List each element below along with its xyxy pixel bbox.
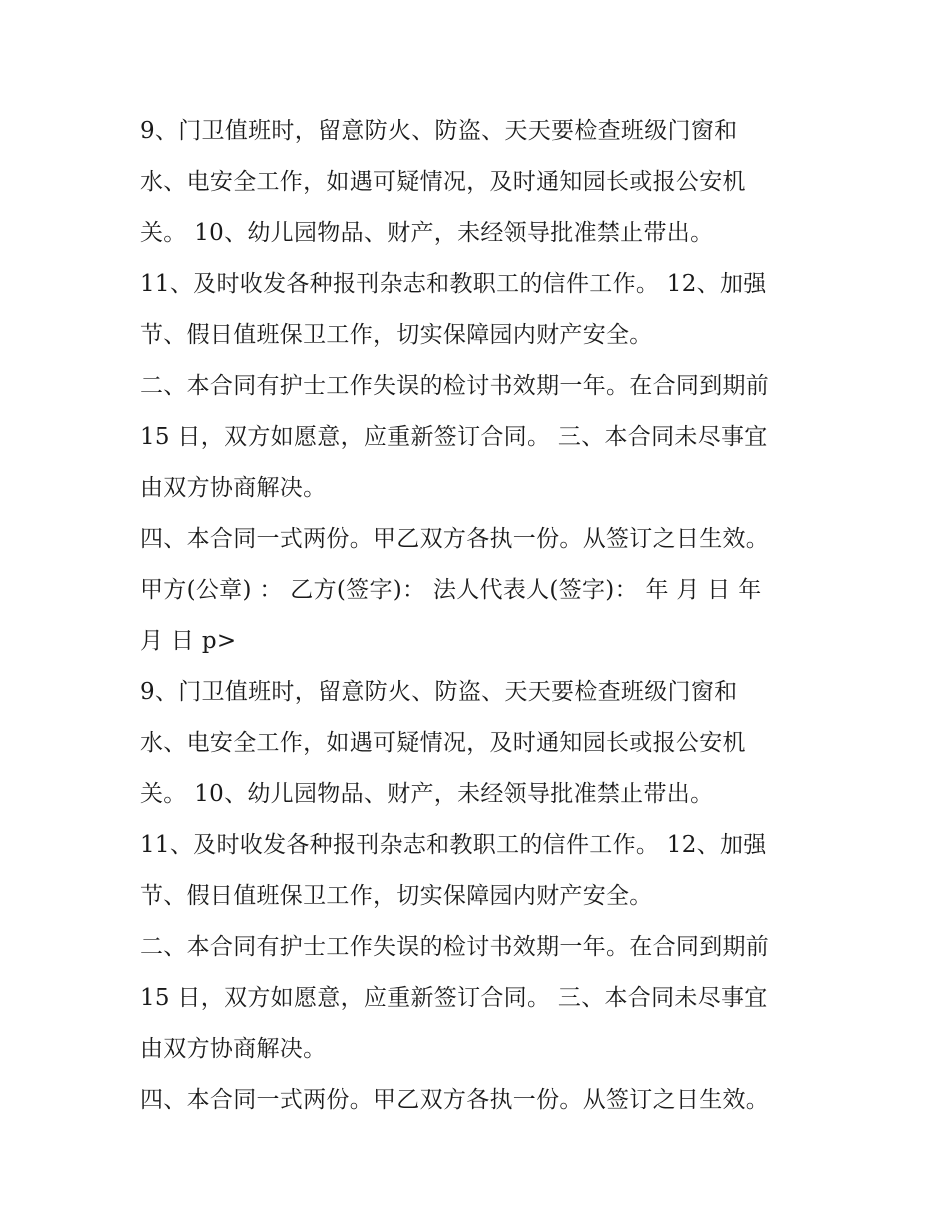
text-line-12: 9、门卫值班时，留意防火、防盗、天天要检查班级门窗和: [140, 679, 738, 705]
text-line-3: 关。 10、幼儿园物品、财产，未经领导批准禁止带出。: [140, 220, 714, 246]
text-line-7: 15 日，双方如愿意，应重新签订合同。 三、本合同未尽事宜: [140, 424, 768, 450]
text-line-17: 二、本合同有护士工作失误的检讨书效期一年。在合同到期前: [140, 934, 770, 960]
text-line-6: 二、本合同有护士工作失误的检讨书效期一年。在合同到期前: [140, 373, 770, 399]
text-line-15: 11、及时收发各种报刊杂志和教职工的信件工作。 12、加强: [140, 832, 767, 858]
text-line-20: 四、本合同一式两份。甲乙双方各执一份。从签订之日生效。: [140, 1087, 770, 1113]
text-line-2: 水、电安全工作，如遇可疑情况，及时通知园长或报公安机: [140, 169, 746, 195]
text-line-1: 9、门卫值班时，留意防火、防盗、天天要检查班级门窗和: [140, 118, 738, 144]
text-line-18: 15 日，双方如愿意，应重新签订合同。 三、本合同未尽事宜: [140, 985, 768, 1011]
text-line-14: 关。 10、幼儿园物品、财产，未经领导批准禁止带出。: [140, 781, 714, 807]
text-line-10: 甲方(公章) ： 乙方(签字)： 法人代表人(签字)： 年 月 日 年: [140, 577, 762, 603]
text-line-16: 节、假日值班保卫工作，切实保障园内财产安全。: [140, 883, 653, 909]
text-line-5: 节、假日值班保卫工作，切实保障园内财产安全。: [140, 322, 653, 348]
text-line-13: 水、电安全工作，如遇可疑情况，及时通知园长或报公安机: [140, 730, 746, 756]
document-body: [140, 106, 830, 1126]
text-line-8: 由双方协商解决。: [140, 475, 327, 501]
text-line-4: 11、及时收发各种报刊杂志和教职工的信件工作。 12、加强: [140, 271, 767, 297]
text-line-11: 月 日 p>: [140, 628, 237, 654]
text-line-19: 由双方协商解决。: [140, 1036, 327, 1062]
text-line-9: 四、本合同一式两份。甲乙双方各执一份。从签订之日生效。: [140, 526, 770, 552]
